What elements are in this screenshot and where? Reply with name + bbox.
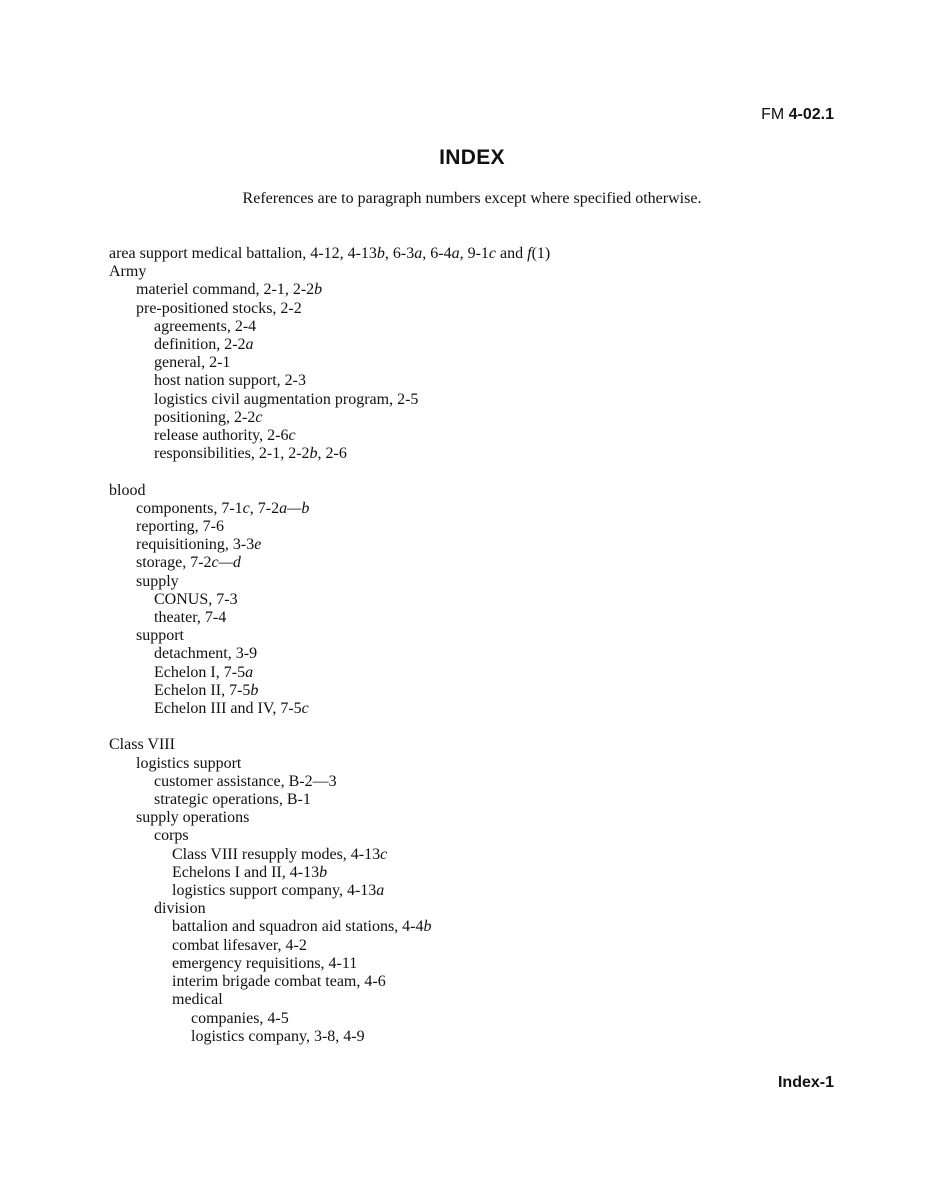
index-entry-text: supply operations: [136, 809, 250, 827]
index-entry-text: Class VIII resupply modes, 4-13: [172, 845, 381, 863]
index-entry: [109, 682, 550, 700]
index-entry: [109, 991, 550, 1009]
index-entry-text: Echelon I, 7-5: [154, 663, 246, 681]
index-entry: [109, 500, 550, 518]
index-entry: [109, 591, 550, 609]
index-entry-text: c: [488, 245, 497, 262]
index-entry-text: companies, 4-5: [191, 1009, 289, 1027]
index-entry-text: interim brigade combat team, 4-6: [172, 973, 386, 991]
index-entry: [109, 864, 550, 882]
index-entry-text: supply: [136, 572, 179, 590]
index-entry-text: customer assistance, B-2—3: [154, 772, 337, 790]
index-entry-text: Echelon II, 7-5: [154, 681, 251, 699]
index-entry: [109, 391, 550, 409]
document-prefix: FM: [761, 106, 789, 123]
index-entry: [109, 573, 550, 591]
index-entry: [109, 755, 550, 773]
page-subtitle: References are to paragraph numbers except where specified otherwise.: [242, 190, 702, 207]
index-entry-text: corps: [154, 827, 189, 845]
index-entry: [109, 245, 550, 263]
index-entry-text: battalion and squadron aid stations, 4-4: [172, 918, 424, 936]
index-entry-text: Echelons I and II, 4-13: [172, 863, 320, 881]
index-entry-text: general, 2-1: [154, 354, 231, 372]
index-entry-text: logistics support: [136, 754, 242, 772]
index-entry: [109, 318, 550, 336]
page-title: INDEX: [439, 146, 505, 169]
index-entry: [109, 900, 550, 918]
index-entry-text: reporting, 7-6: [136, 518, 224, 536]
index-entry-text: a: [245, 663, 254, 681]
index-entry-text: c: [255, 408, 263, 426]
index-entry-text: , 9-1: [459, 245, 489, 262]
index-entry-text: , 6-4: [422, 245, 452, 262]
index-entry-text: f: [527, 245, 532, 262]
index-entry: [109, 664, 550, 682]
index-entry: [109, 918, 550, 936]
index-entry-text: area support medical battalion, 4-12, 4-13: [109, 245, 377, 262]
index-entry-text: b: [376, 245, 385, 262]
document-number: [761, 106, 834, 124]
index-entry: [109, 627, 550, 645]
index-entry-text: logistics company, 3-8, 4-9: [191, 1027, 365, 1045]
index-entry-text: a: [245, 336, 254, 354]
index-entry: [109, 554, 550, 572]
index-entry: [109, 372, 550, 390]
index-entry: [109, 354, 550, 372]
index-entry: [109, 300, 550, 318]
index-entry-text: responsibilities, 2-1, 2-2: [154, 445, 310, 463]
index-entry-text: and: [496, 245, 528, 262]
index-entry-text: (1): [531, 245, 551, 262]
index-entry: [109, 882, 550, 900]
index-entry-text: agreements, 2-4: [154, 317, 257, 335]
index-entry-text: , 6-3: [384, 245, 415, 262]
index-entry-text: e: [254, 536, 262, 554]
index-entry: [109, 773, 550, 791]
index-entry: [109, 281, 550, 299]
index-entry-text: emergency requisitions, 4-11: [172, 954, 358, 972]
index-entry: [109, 955, 550, 973]
index-entry: [109, 937, 550, 955]
index-entry-text: Echelon III and IV, 7-5: [154, 700, 302, 718]
index-entry: [109, 536, 550, 554]
index-entry-text: positioning, 2-2: [154, 408, 256, 426]
index-entry: [109, 973, 550, 991]
index-entry-text: Army: [109, 263, 147, 281]
index-entry: [109, 263, 550, 281]
index-section-spacer: [109, 463, 550, 481]
index-entry-text: pre-positioned stocks, 2-2: [136, 299, 302, 317]
index-entry-text: materiel command, 2-1, 2-2: [136, 281, 315, 299]
index-entry-text: logistics support company, 4-13: [172, 882, 377, 900]
index-entry-text: blood: [109, 481, 146, 499]
index-entry: [109, 827, 550, 845]
index-entry-text: theater, 7-4: [154, 609, 227, 627]
index-entry-text: b: [319, 863, 328, 881]
index-entry-text: storage, 7-2: [136, 554, 212, 572]
index-entry-text: medical: [172, 991, 223, 1009]
index-entry-text: a: [451, 245, 460, 262]
index-entry: [109, 518, 550, 536]
index-entry-text: detachment, 3-9: [154, 645, 258, 663]
index-entry-text: c—d: [211, 554, 241, 572]
index-entry-text: , 7-2: [249, 499, 280, 517]
index-entry-text: host nation support, 2-3: [154, 372, 306, 390]
index-entry-text: b: [309, 445, 318, 463]
index-entry: [109, 700, 550, 718]
index-entry-text: a—b: [279, 499, 310, 517]
index-entry: [109, 409, 550, 427]
index-entry: [109, 736, 550, 754]
index-entry-text: strategic operations, B-1: [154, 791, 311, 809]
index-entry-text: c: [288, 427, 296, 445]
index-entry-text: CONUS, 7-3: [154, 590, 238, 608]
index-entry: [109, 609, 550, 627]
index-entry: [109, 791, 550, 809]
index-entry: [109, 1010, 550, 1028]
index-entry: [109, 809, 550, 827]
index-entry-text: requisitioning, 3-3: [136, 536, 255, 554]
index-entry: [109, 336, 550, 354]
index-entry-text: c: [380, 845, 388, 863]
index-entry: [109, 846, 550, 864]
index-entry: [109, 427, 550, 445]
index-entry-text: c: [301, 700, 309, 718]
document-number-value: 4-02.1: [788, 106, 834, 123]
index-entry-text: a: [414, 245, 423, 262]
index-entry-text: b: [423, 918, 432, 936]
index-entry-text: support: [136, 627, 184, 645]
index-entry-text: combat lifesaver, 4-2: [172, 936, 307, 954]
index-entry-text: c: [242, 499, 250, 517]
page-number: Index-1: [777, 1074, 834, 1091]
index-entry: [109, 1028, 550, 1046]
index-entry-text: components, 7-1: [136, 499, 243, 517]
index-entry-text: b: [250, 681, 259, 699]
index-entry-text: release authority, 2-6: [154, 427, 289, 445]
index-entry: [109, 445, 550, 463]
index-entry-text: definition, 2-2: [154, 336, 246, 354]
index-entry-text: logistics civil augmentation program, 2-5: [154, 390, 419, 408]
index-entry-text: b: [314, 281, 323, 299]
index-entry-text: Class VIII: [109, 736, 175, 754]
index-entry-text: division: [154, 900, 206, 918]
index-entry: [109, 645, 550, 663]
index-entry-text: a: [376, 882, 385, 900]
index-entry: [109, 482, 550, 500]
index-entry-text: , 2-6: [317, 445, 347, 463]
index-list: [109, 245, 550, 1046]
index-section-spacer: [109, 718, 550, 736]
